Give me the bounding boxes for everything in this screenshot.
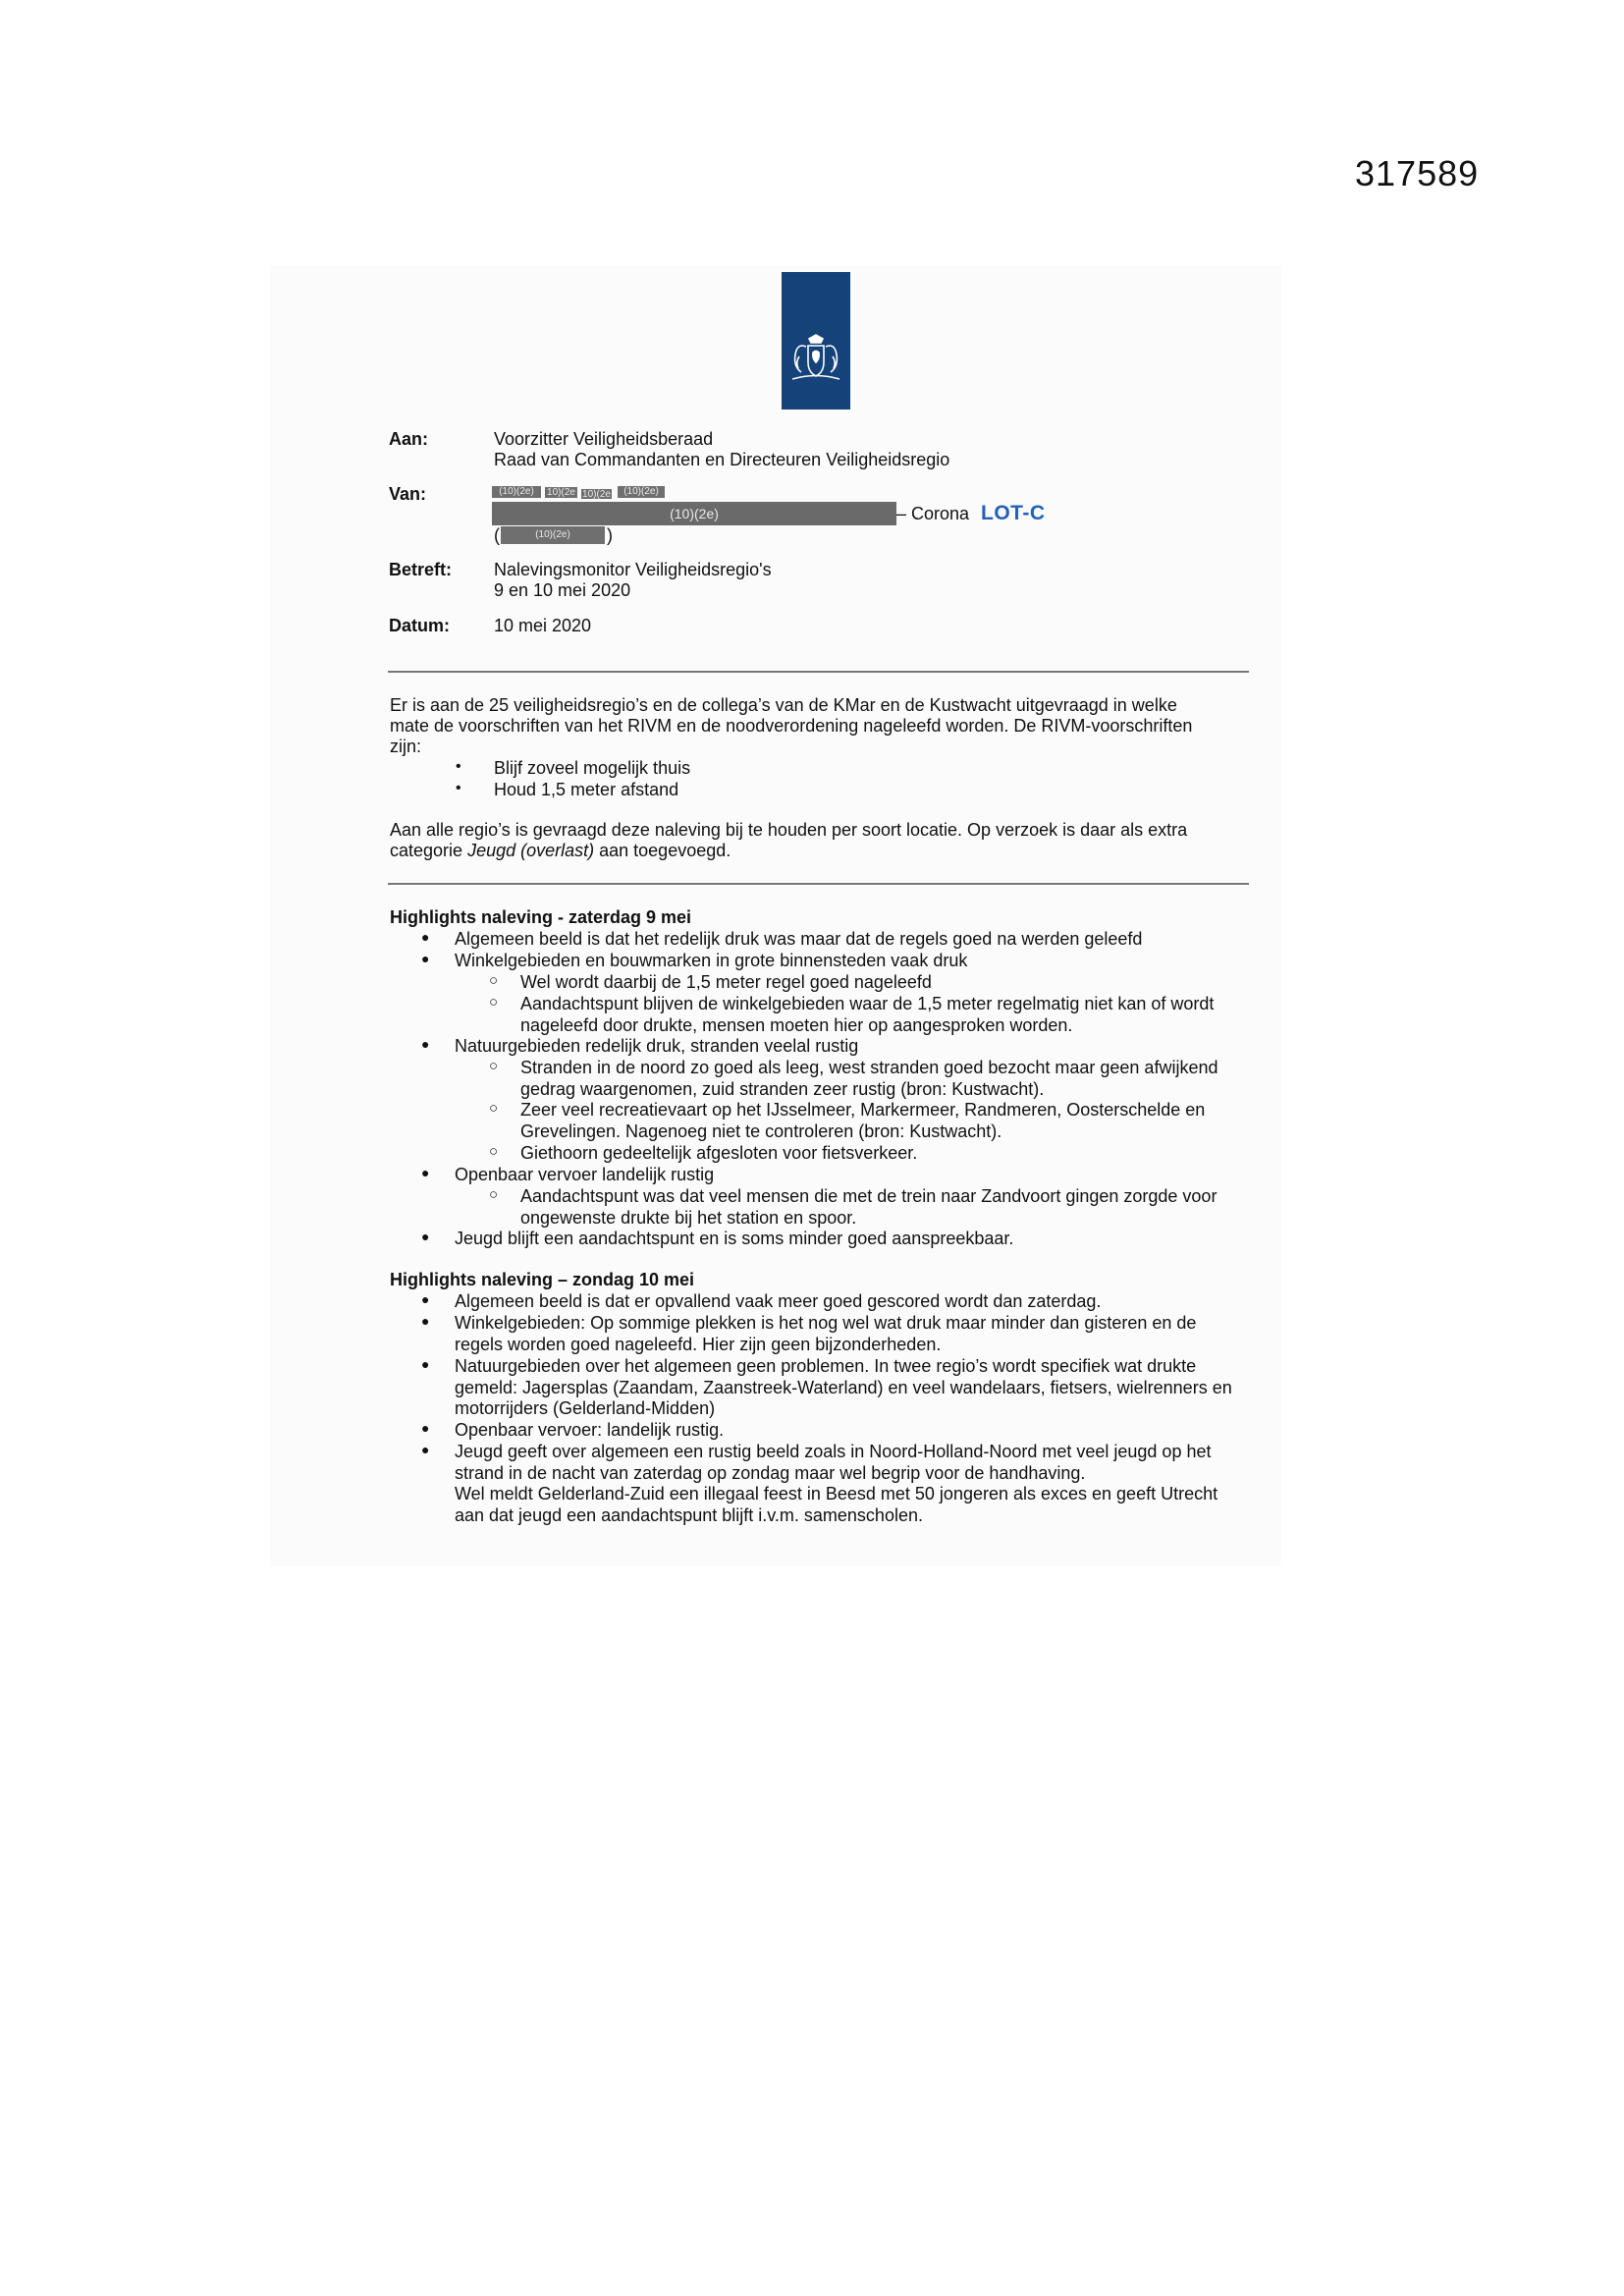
van-label: Van: xyxy=(389,484,427,504)
bullet-marker: • xyxy=(456,758,461,775)
van-suffix: – Corona xyxy=(896,504,970,523)
bullet-marker: ● xyxy=(421,1165,430,1180)
datum-value: 10 mei 2020 xyxy=(494,616,592,635)
sub-bullet-marker: ○ xyxy=(489,1058,499,1074)
list-item: Openbaar vervoer: landelijk rustig. xyxy=(455,1420,725,1440)
rivm-rule-1: Blijf zoveel mogelijk thuis xyxy=(494,758,691,778)
bullet-marker: ● xyxy=(421,1442,430,1457)
redaction-block: (10)(2e) xyxy=(618,486,665,498)
van-paren-open: ( xyxy=(494,525,500,545)
intro-para2-line-2 xyxy=(390,841,1244,861)
aan-line-2: Raad van Commandanten en Directeuren Veiligheidsregio xyxy=(494,450,950,469)
divider xyxy=(388,671,1249,673)
van-paren-close: ) xyxy=(607,525,613,545)
betreft-label: Betreft: xyxy=(389,560,453,579)
list-item: Jeugd blijft een aandachtspunt en is soms minder goed aanspreekbaar. xyxy=(455,1229,1014,1248)
bullet-marker: ● xyxy=(421,1356,430,1372)
sub-list-item: Wel wordt daarbij de 1,5 meter regel goed nageleefd xyxy=(520,972,932,992)
betreft-line-1: Nalevingsmonitor Veiligheidsregio's xyxy=(494,560,772,579)
sub-bullet-marker: ○ xyxy=(489,972,499,989)
sub-list-item: Aandachtspunt blijven de winkelgebieden waar de 1,5 meter regelmatig niet kan of wordt nageleefd door drukte, mensen moeten hier op aangesproken worden. xyxy=(520,994,1215,1035)
list-item-continuation: Wel meldt Gelderland-Zuid een illegaal feest in Beesd met 50 jongeren als exces en geeft Utrecht aan dat jeugd een aandachtspunt blijft i.v.m. samenscholen. xyxy=(455,1484,1218,1525)
intro-line-1: Er is aan de 25 veiligheidsregio’s en de collega’s van de KMar en de Kustwacht uitgevraagd in welke xyxy=(390,695,1177,715)
bullet-marker: ● xyxy=(421,1420,430,1436)
bullet-marker: ● xyxy=(421,929,430,945)
sub-bullet-marker: ○ xyxy=(489,1143,499,1160)
section-title-zondag: Highlights naleving – zondag 10 mei xyxy=(390,1270,695,1289)
bullet-marker: • xyxy=(456,780,461,796)
lot-c-brand: LOT-C xyxy=(981,502,1046,524)
sub-list-item: Giethoorn gedeeltelijk afgesloten voor fietsverkeer. xyxy=(520,1143,918,1163)
bullet-marker: ● xyxy=(421,1313,430,1329)
bullet-marker: ● xyxy=(421,951,430,966)
list-item: Natuurgebieden redelijk druk, stranden veelal rustig xyxy=(455,1036,859,1056)
government-logo xyxy=(782,272,850,410)
list-item: Natuurgebieden over het algemeen geen problemen. In twee regio’s wordt specifiek wat drukte gemeld: Jagersplas (Zaandam, Zaanstreek-Waterland) en veel wandelaars, fietsers, wielrenners en motorrijders (Gelderland-Midden) xyxy=(455,1356,1232,1418)
datum-label: Datum: xyxy=(389,616,450,635)
rivm-rule-2: Houd 1,5 meter afstand xyxy=(494,780,679,799)
text: aan toegevoegd. xyxy=(594,841,731,860)
betreft-line-2: 9 en 10 mei 2020 xyxy=(494,580,631,600)
sub-bullet-marker: ○ xyxy=(489,1186,499,1203)
sub-list-item: Stranden in de noord zo goed als leeg, west stranden goed bezocht maar geen afwijkend gedrag waargenomen, zuid stranden zeer rustig (bron: Kustwacht). xyxy=(520,1058,1218,1099)
sub-list-item: Aandachtspunt was dat veel mensen die met de trein naar Zandvoort gingen zorgde voor ongewenste drukte bij het station en spoor. xyxy=(520,1186,1218,1228)
aan-line-1: Voorzitter Veiligheidsberaad xyxy=(494,429,714,449)
text: categorie xyxy=(390,841,468,860)
redaction-block: 10)(2e xyxy=(582,489,611,500)
redaction-block: (10)(2e) xyxy=(501,526,605,544)
sub-list-item: Zeer veel recreatievaart op het IJsselmeer, Markermeer, Randmeren, Oosterschelde en Grevelingen. Nagenoeg niet te controleren (bron: Kustwacht). xyxy=(520,1100,1206,1141)
coat-of-arms-icon xyxy=(787,333,844,384)
intro-line-3: zijn: xyxy=(390,737,422,756)
list-item: Winkelgebieden en bouwmarken in grote binnensteden vaak druk xyxy=(455,951,968,970)
list-item: Winkelgebieden: Op sommige plekken is het nog wel wat druk maar minder dan gisteren en de regels worden goed nageleefd. Hier zijn geen bijzonderheden. xyxy=(455,1313,1197,1354)
bullet-marker: ● xyxy=(421,1229,430,1244)
list-item: Algemeen beeld is dat het redelijk druk was maar dat de regels goed na werden geleefd xyxy=(455,929,1143,949)
section-title-zaterdag: Highlights naleving - zaterdag 9 mei xyxy=(390,907,692,927)
aan-label: Aan: xyxy=(389,429,428,449)
list-item: Jeugd geeft over algemeen een rustig beeld zoals in Noord-Holland-Noord met veel jeugd op het strand in de nacht van zaterdag op zondag maar wel begrip voor de handhaving. xyxy=(455,1442,1212,1483)
redaction-block-main: (10)(2e) xyxy=(492,502,896,525)
list-item: Algemeen beeld is dat er opvallend vaak meer goed gescored wordt dan zaterdag. xyxy=(455,1291,1102,1311)
page-number: 317589 xyxy=(1355,153,1480,193)
jeugd-category: Jeugd (overlast) xyxy=(467,841,595,860)
sub-bullet-marker: ○ xyxy=(489,994,499,1011)
intro-line-2: mate de voorschriften van het RIVM en de noodverordening nageleefd worden. De RIVM-voorschriften xyxy=(390,716,1193,736)
redaction-block: 10)(2e xyxy=(545,487,577,498)
intro-para2-line-1: Aan alle regio’s is gevraagd deze naleving bij te houden per soort locatie. Op verzoek is daar als extra xyxy=(390,820,1188,840)
sub-bullet-marker: ○ xyxy=(489,1100,499,1117)
bullet-marker: ● xyxy=(421,1291,430,1307)
redaction-block: (10)(2e) xyxy=(492,486,541,498)
divider xyxy=(388,883,1249,885)
bullet-marker: ● xyxy=(421,1036,430,1052)
list-item: Openbaar vervoer landelijk rustig xyxy=(455,1165,715,1184)
